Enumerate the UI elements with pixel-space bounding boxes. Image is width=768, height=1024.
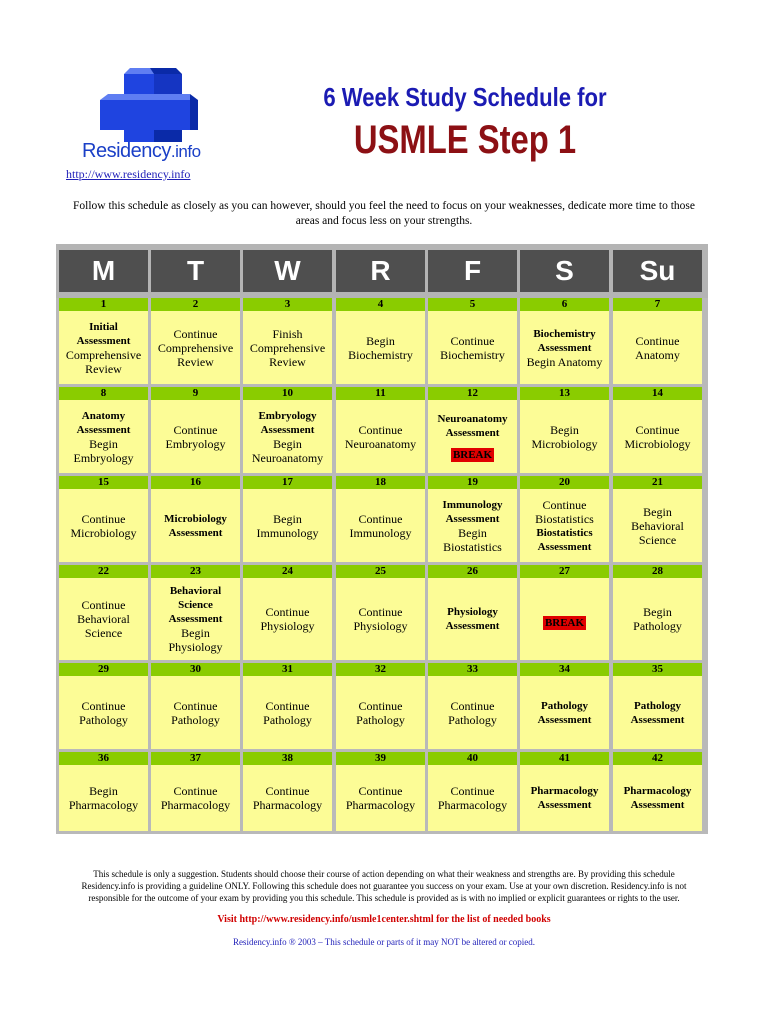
task-line: Continue <box>635 422 680 437</box>
day-header-m: M <box>59 250 148 292</box>
day-task <box>428 676 517 749</box>
task-line: Continue <box>173 698 218 713</box>
task-line-bold: Physiology <box>447 606 498 618</box>
day-number: 13 <box>520 387 609 400</box>
copyright-text: Residency.info ® 2003 – This schedule or parts of it may NOT be altered or copied. <box>232 937 536 947</box>
day-task <box>613 578 702 660</box>
task-line-bold: Assessment <box>537 799 592 811</box>
task-line-bold: Assessment <box>445 620 500 632</box>
task-line: Continue <box>635 333 680 348</box>
day-number: 1 <box>59 298 148 311</box>
day-number: 37 <box>151 752 240 765</box>
task-line: Microbiology <box>531 436 598 451</box>
day-task <box>243 765 332 831</box>
day-number: 23 <box>151 565 240 578</box>
task-line: Begin <box>273 436 302 451</box>
task-line: Comprehensive <box>157 340 234 355</box>
day-cell <box>520 565 609 660</box>
day-number: 22 <box>59 565 148 578</box>
task-line: Continue <box>358 605 403 619</box>
day-cell <box>520 663 609 749</box>
day-cell <box>520 298 609 384</box>
day-task <box>428 489 517 562</box>
day-cell <box>151 298 240 384</box>
day-task <box>520 489 609 562</box>
day-cell <box>428 387 517 473</box>
task-line-bold: Assessment <box>630 713 685 726</box>
task-line: Begin <box>181 626 210 640</box>
day-header-s: S <box>520 250 609 292</box>
task-line: Embryology <box>165 436 226 451</box>
task-line: Begin <box>273 511 302 526</box>
day-header-row <box>56 244 708 298</box>
day-task <box>243 311 332 384</box>
day-task <box>336 676 425 749</box>
task-line: Continue <box>450 333 495 348</box>
day-number: 27 <box>520 565 609 578</box>
task-line: Pathology <box>171 712 220 727</box>
day-task <box>613 311 702 384</box>
day-cell <box>428 476 517 562</box>
task-line: Review <box>177 354 214 369</box>
task-line: Behavioral <box>631 518 684 533</box>
day-task <box>59 489 148 562</box>
task-line-bold: Assessment <box>445 512 500 525</box>
task-line: Comprehensive <box>65 347 142 362</box>
visit-line <box>90 914 678 925</box>
task-line-bold: Anatomy <box>81 409 126 422</box>
day-task <box>613 765 702 831</box>
day-number: 4 <box>336 298 425 311</box>
day-header-su: Su <box>613 250 702 292</box>
task-line-bold: Immunology <box>442 498 503 511</box>
task-line: Begin <box>458 525 487 540</box>
task-line-bold: Assessment <box>445 426 500 439</box>
day-cell <box>520 752 609 831</box>
task-line: Begin <box>89 784 118 798</box>
day-header-t: T <box>151 250 240 292</box>
day-number: 35 <box>613 663 702 676</box>
day-task <box>520 578 609 660</box>
day-number: 20 <box>520 476 609 489</box>
day-number: 16 <box>151 476 240 489</box>
day-cell <box>59 663 148 749</box>
task-line-bold: Pharmacology <box>623 785 692 797</box>
day-cell <box>336 663 425 749</box>
task-line: Begin Anatomy <box>526 354 603 369</box>
day-number: 19 <box>428 476 517 489</box>
disclaimer-text: This schedule is only a suggestion. Students should choose their course of action depending on what their weakness and strengths are. By providing this schedule Residency.info is providing a guideline ONLY. Following this schedule does not guarantee you success on your exam. Use at your own discretion. Residency.info is not responsible for the outcome of your exam by providing you this schedule. This schedule is provided as is with no implied or explicit guarantees or rights to the user. <box>81 869 687 903</box>
day-cell <box>151 663 240 749</box>
day-cell <box>59 476 148 562</box>
day-number: 14 <box>613 387 702 400</box>
task-line: Finish <box>272 326 303 341</box>
day-number: 30 <box>151 663 240 676</box>
day-cell <box>520 476 609 562</box>
task-line: Continue <box>173 326 218 341</box>
task-line-bold: Biochemistry <box>533 327 596 340</box>
day-task <box>336 578 425 660</box>
task-line-bold: Microbiology <box>164 512 227 525</box>
task-line: Biostatistics <box>535 511 594 526</box>
task-line: Continue <box>450 698 495 713</box>
task-line: Pathology <box>356 712 405 727</box>
day-number: 9 <box>151 387 240 400</box>
task-line: Microbiology <box>624 436 691 451</box>
day-number: 39 <box>336 752 425 765</box>
task-line: Biochemistry <box>440 347 505 362</box>
task-line: Immunology <box>256 525 319 540</box>
task-line: Physiology <box>168 640 223 654</box>
intro-paragraph: Follow this schedule as closely as you can however, should you feel the need to focus on your weaknesses, dedicate more time to those areas and focus less on your strengths. <box>73 200 695 227</box>
day-cell <box>59 752 148 831</box>
task-line-bold: Assessment <box>168 526 223 539</box>
day-cell <box>613 752 702 831</box>
day-task <box>520 311 609 384</box>
day-cell <box>151 565 240 660</box>
day-cell <box>428 752 517 831</box>
day-number: 28 <box>613 565 702 578</box>
day-task <box>59 578 148 660</box>
task-line: Continue <box>358 422 403 437</box>
task-line: Continue <box>450 784 495 798</box>
day-cell <box>243 476 332 562</box>
task-line: Continue <box>542 497 587 512</box>
day-task <box>151 400 240 473</box>
day-task <box>428 400 517 473</box>
task-line-bold: Behavioral <box>169 585 222 597</box>
task-line-bold: Science <box>178 599 213 611</box>
task-line: Begin <box>550 422 579 437</box>
task-line: Pharmacology <box>437 798 508 812</box>
day-cell <box>613 565 702 660</box>
task-line: Continue <box>173 784 218 798</box>
day-cell <box>613 663 702 749</box>
day-task <box>336 400 425 473</box>
day-number: 42 <box>613 752 702 765</box>
day-cell <box>243 663 332 749</box>
day-task <box>336 311 425 384</box>
task-line: Review <box>269 354 306 369</box>
task-line: Physiology <box>260 619 315 633</box>
task-line: Biochemistry <box>348 347 413 362</box>
day-number: 12 <box>428 387 517 400</box>
day-cell <box>613 298 702 384</box>
day-header-f: F <box>428 250 517 292</box>
task-line: Continue <box>265 698 310 713</box>
day-cell <box>336 476 425 562</box>
day-number: 21 <box>613 476 702 489</box>
day-task <box>613 676 702 749</box>
day-cell <box>151 476 240 562</box>
day-task <box>151 489 240 562</box>
day-cell <box>336 565 425 660</box>
day-task <box>59 400 148 473</box>
day-task <box>520 400 609 473</box>
books-list-link[interactable]: http://www.residency.info/usmle1center.shtml <box>239 914 434 925</box>
day-task <box>243 578 332 660</box>
page-title-line2: USMLE Step 1 <box>353 118 577 162</box>
day-cell <box>613 387 702 473</box>
task-line: Biostatistics <box>443 539 502 554</box>
task-line-bold: Embryology <box>258 409 317 422</box>
day-cell <box>243 298 332 384</box>
task-line: Continue <box>81 698 126 713</box>
task-line: Science <box>84 626 123 640</box>
day-cell <box>151 752 240 831</box>
task-line-bold: Pathology <box>540 699 589 712</box>
break-badge: BREAK <box>544 617 585 629</box>
task-line-bold: Assessment <box>76 423 131 436</box>
task-line: Pharmacology <box>68 798 139 812</box>
task-line: Physiology <box>353 619 408 633</box>
task-line: Pathology <box>79 712 128 727</box>
task-line: Science <box>638 532 677 547</box>
schedule-grid <box>56 244 708 834</box>
task-line-bold: Assessment <box>630 799 685 811</box>
day-number: 31 <box>243 663 332 676</box>
day-number: 32 <box>336 663 425 676</box>
day-task <box>243 489 332 562</box>
day-task <box>428 765 517 831</box>
day-number: 2 <box>151 298 240 311</box>
day-number: 15 <box>59 476 148 489</box>
day-number: 38 <box>243 752 332 765</box>
day-cell <box>243 752 332 831</box>
day-header-w: W <box>243 250 332 292</box>
day-cell <box>59 387 148 473</box>
day-cell <box>428 663 517 749</box>
task-line-bold: Assessment <box>76 334 131 347</box>
day-task <box>520 676 609 749</box>
task-line: Begin <box>643 605 672 619</box>
day-task <box>151 578 240 660</box>
task-line: Begin <box>643 504 672 519</box>
task-line: Pharmacology <box>160 798 231 812</box>
day-task <box>243 400 332 473</box>
day-task <box>151 765 240 831</box>
day-cell <box>336 752 425 831</box>
day-number: 17 <box>243 476 332 489</box>
task-line: Microbiology <box>70 525 137 540</box>
logo-wordmark <box>82 140 201 163</box>
task-line: Continue <box>173 422 218 437</box>
day-number: 5 <box>428 298 517 311</box>
day-number: 8 <box>59 387 148 400</box>
task-line: Behavioral <box>77 612 130 626</box>
task-line-bold: Initial <box>89 320 118 333</box>
day-task <box>151 676 240 749</box>
day-task <box>613 489 702 562</box>
task-line: Anatomy <box>635 347 680 362</box>
day-number: 11 <box>336 387 425 400</box>
day-cell <box>243 565 332 660</box>
day-task <box>428 311 517 384</box>
task-line: Continue <box>265 605 310 619</box>
task-line: Continue <box>265 784 310 798</box>
day-number: 33 <box>428 663 517 676</box>
task-line: Continue <box>358 511 403 526</box>
day-cell <box>59 565 148 660</box>
break-badge: BREAK <box>452 448 493 461</box>
day-number: 26 <box>428 565 517 578</box>
task-line: Pathology <box>633 619 682 633</box>
day-cell <box>151 387 240 473</box>
logo-text-suffix: .info <box>170 142 201 161</box>
task-line-bold: Assessment <box>537 713 592 726</box>
page-title-line1: 6 Week Study Schedule for <box>323 82 607 112</box>
day-task <box>59 311 148 384</box>
day-number: 10 <box>243 387 332 400</box>
visit-prefix: Visit <box>217 914 240 925</box>
task-line-bold: Assessment <box>537 540 592 553</box>
day-cell <box>613 476 702 562</box>
day-number: 34 <box>520 663 609 676</box>
day-cell <box>520 387 609 473</box>
task-line: Immunology <box>349 525 412 540</box>
task-line: Pharmacology <box>252 798 323 812</box>
day-task <box>59 676 148 749</box>
day-number: 29 <box>59 663 148 676</box>
task-line-bold: Assessment <box>168 613 223 625</box>
day-cell <box>336 387 425 473</box>
task-line: Begin <box>89 436 118 451</box>
day-number: 3 <box>243 298 332 311</box>
day-task <box>151 311 240 384</box>
day-task <box>336 765 425 831</box>
day-task <box>520 765 609 831</box>
residency-url-link[interactable]: http://www.residency.info <box>66 167 191 181</box>
task-line: Pathology <box>448 712 497 727</box>
day-number: 18 <box>336 476 425 489</box>
task-line-bold: Assessment <box>537 341 592 354</box>
day-cell <box>59 298 148 384</box>
task-line-bold: Biostatistics <box>536 526 593 539</box>
task-line: Begin <box>366 333 395 348</box>
task-line: Neuroanatomy <box>344 436 417 451</box>
task-line-bold: Assessment <box>260 423 315 436</box>
day-number: 36 <box>59 752 148 765</box>
visit-suffix: for the list of needed books <box>433 914 551 925</box>
day-number: 25 <box>336 565 425 578</box>
task-line: Embryology <box>73 450 134 465</box>
day-cell <box>243 387 332 473</box>
task-line: Neuroanatomy <box>251 450 324 465</box>
task-line-bold: Neuroanatomy <box>437 412 508 425</box>
day-task <box>59 765 148 831</box>
day-number: 6 <box>520 298 609 311</box>
task-line: Continue <box>358 698 403 713</box>
task-line: Pathology <box>263 712 312 727</box>
day-cell <box>428 298 517 384</box>
day-cell <box>336 298 425 384</box>
logo-text-main: Residency <box>82 140 171 162</box>
task-line: Comprehensive <box>249 340 326 355</box>
day-cell <box>428 565 517 660</box>
day-number: 7 <box>613 298 702 311</box>
day-number: 41 <box>520 752 609 765</box>
day-task <box>243 676 332 749</box>
task-line: Pharmacology <box>345 798 416 812</box>
task-line: Review <box>85 361 122 376</box>
day-number: 40 <box>428 752 517 765</box>
day-task <box>613 400 702 473</box>
task-line-bold: Pathology <box>633 699 682 712</box>
day-task <box>336 489 425 562</box>
day-number: 24 <box>243 565 332 578</box>
task-line-bold: Pharmacology <box>530 785 599 797</box>
day-task <box>428 578 517 660</box>
task-line: Continue <box>81 598 126 612</box>
task-line: Continue <box>358 784 403 798</box>
task-line: Continue <box>81 511 126 526</box>
day-header-r: R <box>336 250 425 292</box>
